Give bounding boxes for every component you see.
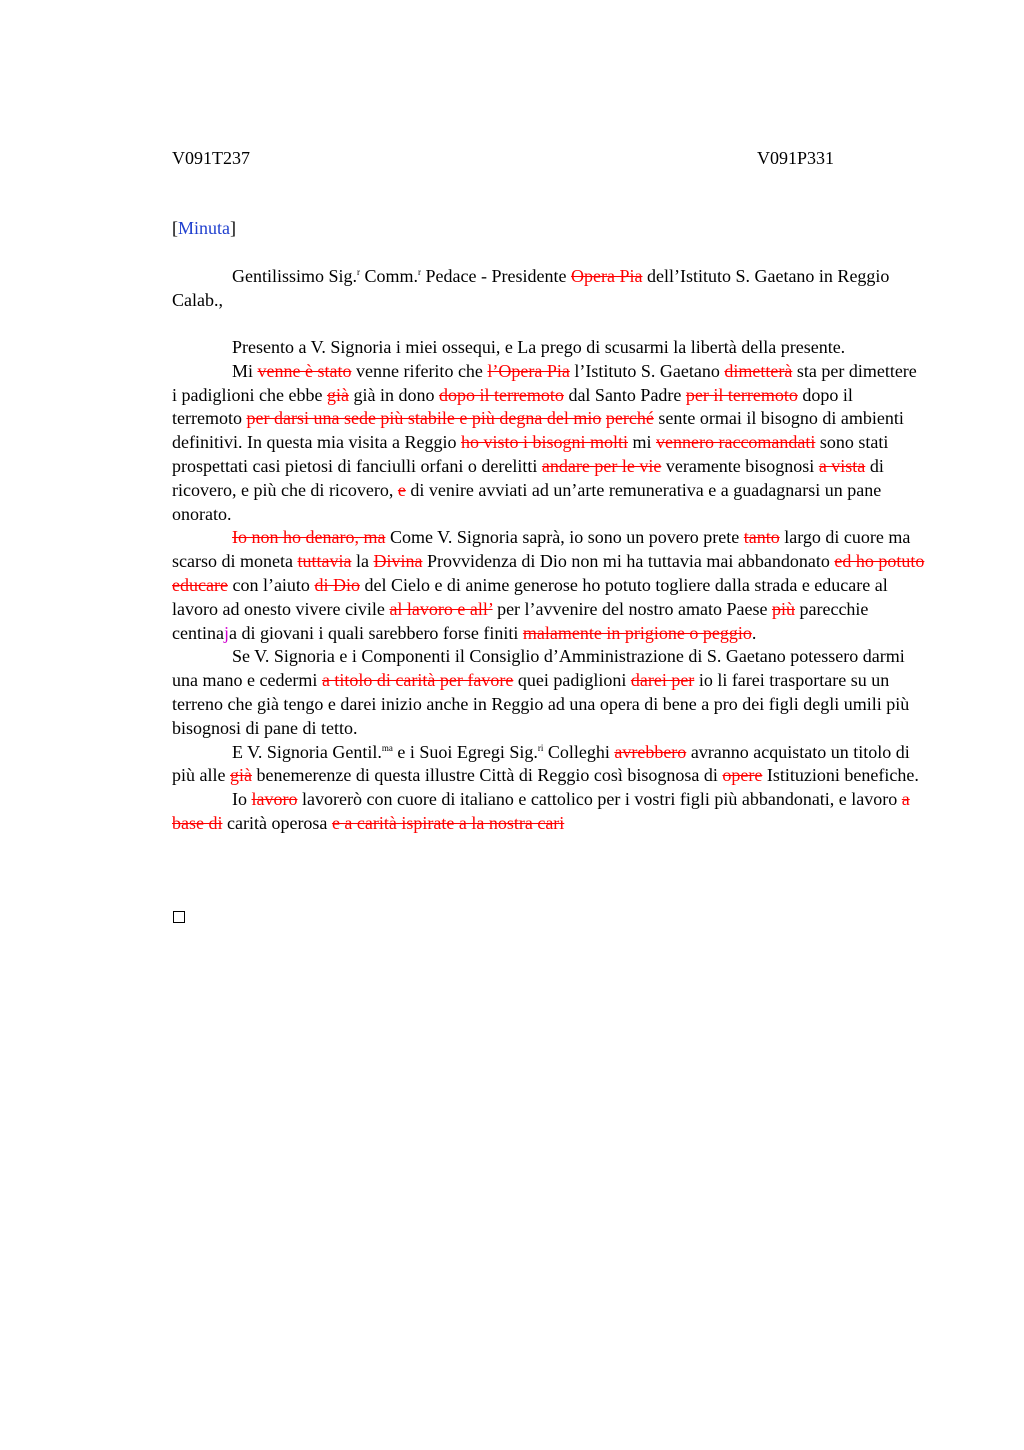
text-run: Io [232, 789, 252, 810]
deleted-text: ho visto i bisogni molti [460, 432, 628, 453]
paragraph [172, 741, 925, 789]
text-run: Se V. Signoria e i Componenti il Consiglio d’Amministrazione di S. Gaetano potessero darmi una mano e cedermi [172, 646, 905, 691]
text-run: sente ormai il bisogno di ambienti definitivi. In questa mia visita a Reggio [172, 408, 904, 453]
paragraph [172, 526, 925, 645]
text-run: Mi [232, 360, 258, 381]
text-run: venne riferito che [351, 360, 488, 381]
text-run: Presento a V. Signoria i miei ossequi, e La prego di scusarmi la libertà della presente. [232, 337, 846, 357]
text-run: l’Istituto S. Gaetano [569, 360, 725, 381]
deleted-text: e a carità ispirate a la nostra cari [331, 812, 565, 833]
text-run: largo di cuore ma scarso di moneta [172, 527, 911, 572]
text-run: Comm. [360, 266, 419, 286]
deleted-text: perché [605, 408, 654, 429]
superscript: r [418, 267, 422, 277]
letter-body [172, 336, 925, 836]
label-close-bracket: ] [230, 218, 236, 238]
superscript: ri [537, 742, 544, 753]
paragraph [172, 336, 925, 360]
text-run: per l’avvenire del nostro amato Paese [492, 598, 772, 619]
text-run: lavorerò con cuore di italiano e cattolico per i vostri figli più abbandonati, e lavoro [297, 789, 902, 810]
superscript: r [357, 267, 361, 277]
text-run: Provvidenza di Dio non mi ha tuttavia mai abbandonato [422, 551, 835, 572]
text-run: io li farei trasportare su un terreno che già tengo e darei inizio anche in Reggio ad una opera di bene a pro dei figli degli umili più bisognosi di pane di tetto. [172, 670, 910, 738]
text-run: e i Suoi Egregi Sig. [392, 741, 538, 762]
deleted-text: opere [722, 765, 763, 786]
deleted-text: Io non ho denaro, ma [232, 527, 386, 548]
deleted-text: Divina [373, 551, 423, 572]
text-run: parecchie centina [172, 598, 869, 643]
document-code-left: V091T237 [172, 148, 250, 168]
text-run: la [351, 551, 374, 572]
text-run: carità operosa [222, 812, 332, 833]
deleted-text: andare per le vie [541, 455, 662, 476]
text-run: avranno acquistato un titolo di più alle [172, 741, 910, 786]
deleted-text: Opera Pia [570, 266, 643, 286]
text-run: . [751, 622, 757, 643]
deleted-text: per darsi una sede più stabile e più degna del mio [246, 408, 602, 429]
deleted-text: avrebbero [614, 741, 687, 762]
text-run: Istituzioni benefiche. [762, 765, 919, 786]
text-run: quei padiglioni [513, 670, 631, 691]
text-run: dopo il terremoto [172, 384, 853, 429]
text-run: benemerenze di questa illustre Città di Reggio così bisognosa di [251, 765, 723, 786]
paragraph [172, 788, 925, 836]
text-run: E V. Signoria Gentil. [232, 741, 382, 762]
text-run: Gentilissimo Sig. [232, 266, 358, 286]
checkbox-symbol [173, 911, 185, 923]
deleted-text: dimetterà [724, 360, 793, 381]
label-open-bracket: [ [172, 218, 178, 238]
text-run: Come V. Signoria saprà, io sono un povero prete [385, 527, 744, 548]
deleted-text: per il terremoto [685, 384, 798, 405]
paragraph [172, 645, 925, 740]
text-run: Colleghi [543, 741, 615, 762]
deleted-text: già [229, 765, 252, 786]
paragraph [172, 360, 925, 527]
text-run: di ricovero, e più che di ricovero, [172, 455, 884, 500]
deleted-text: più [771, 598, 795, 619]
text-run: sta per dimettere i padiglioni che ebbe [172, 360, 917, 405]
deleted-text: a base di [172, 789, 910, 833]
text-run: sono stati prospettati casi pietosi di fanciulli orfani o derelitti [172, 432, 889, 476]
deleted-text: lavoro [251, 789, 298, 810]
text-run: dal Santo Padre [563, 384, 686, 405]
text-run: di venire avviati ad un’arte remunerativa e a guadagnarsi un pane onorato. [172, 479, 882, 524]
superscript: ma [381, 742, 393, 753]
deleted-text: a titolo di carità per favore [321, 670, 514, 691]
deleted-text: di Dio [314, 574, 360, 595]
inserted-letter: j [223, 622, 229, 643]
text-run: già in dono [348, 384, 439, 405]
deleted-text: già [326, 384, 349, 405]
deleted-text: e [397, 479, 406, 500]
text-run: veramente bisognosi [661, 455, 819, 476]
deleted-text: al lavoro e all’ [389, 598, 493, 619]
deleted-text: l’Opera Pia [487, 360, 570, 381]
text-run: dell’Istituto S. Gaetano in Reggio Calab., [172, 266, 890, 310]
text-run: del Cielo e di anime generose ho potuto togliere dalla strada e educare al lavoro ad onesto vivere civile [172, 574, 888, 619]
deleted-text: darei per [630, 670, 695, 691]
deleted-text: tuttavia [297, 551, 352, 572]
label-text: Minuta [178, 218, 230, 238]
deleted-text: vennero raccomandati [656, 432, 816, 453]
text-run: mi [627, 432, 656, 453]
text-run: a di giovani i quali sarebbero forse finiti [229, 622, 523, 643]
deleted-text: malamente in prigione o peggio [522, 622, 752, 643]
minuta-label [172, 217, 925, 241]
document-code-right: V091P331 [757, 148, 835, 168]
text-run: Pedace - Presidente [421, 266, 571, 286]
deleted-text: tanto [743, 527, 780, 548]
deleted-text: a vista [818, 455, 866, 476]
text-run: con l’aiuto [227, 574, 315, 595]
deleted-text: venne è stato [257, 360, 352, 381]
deleted-text: dopo il terremoto [438, 384, 564, 405]
salutation [172, 265, 925, 313]
deleted-text: ed ho potuto educare [172, 551, 925, 595]
